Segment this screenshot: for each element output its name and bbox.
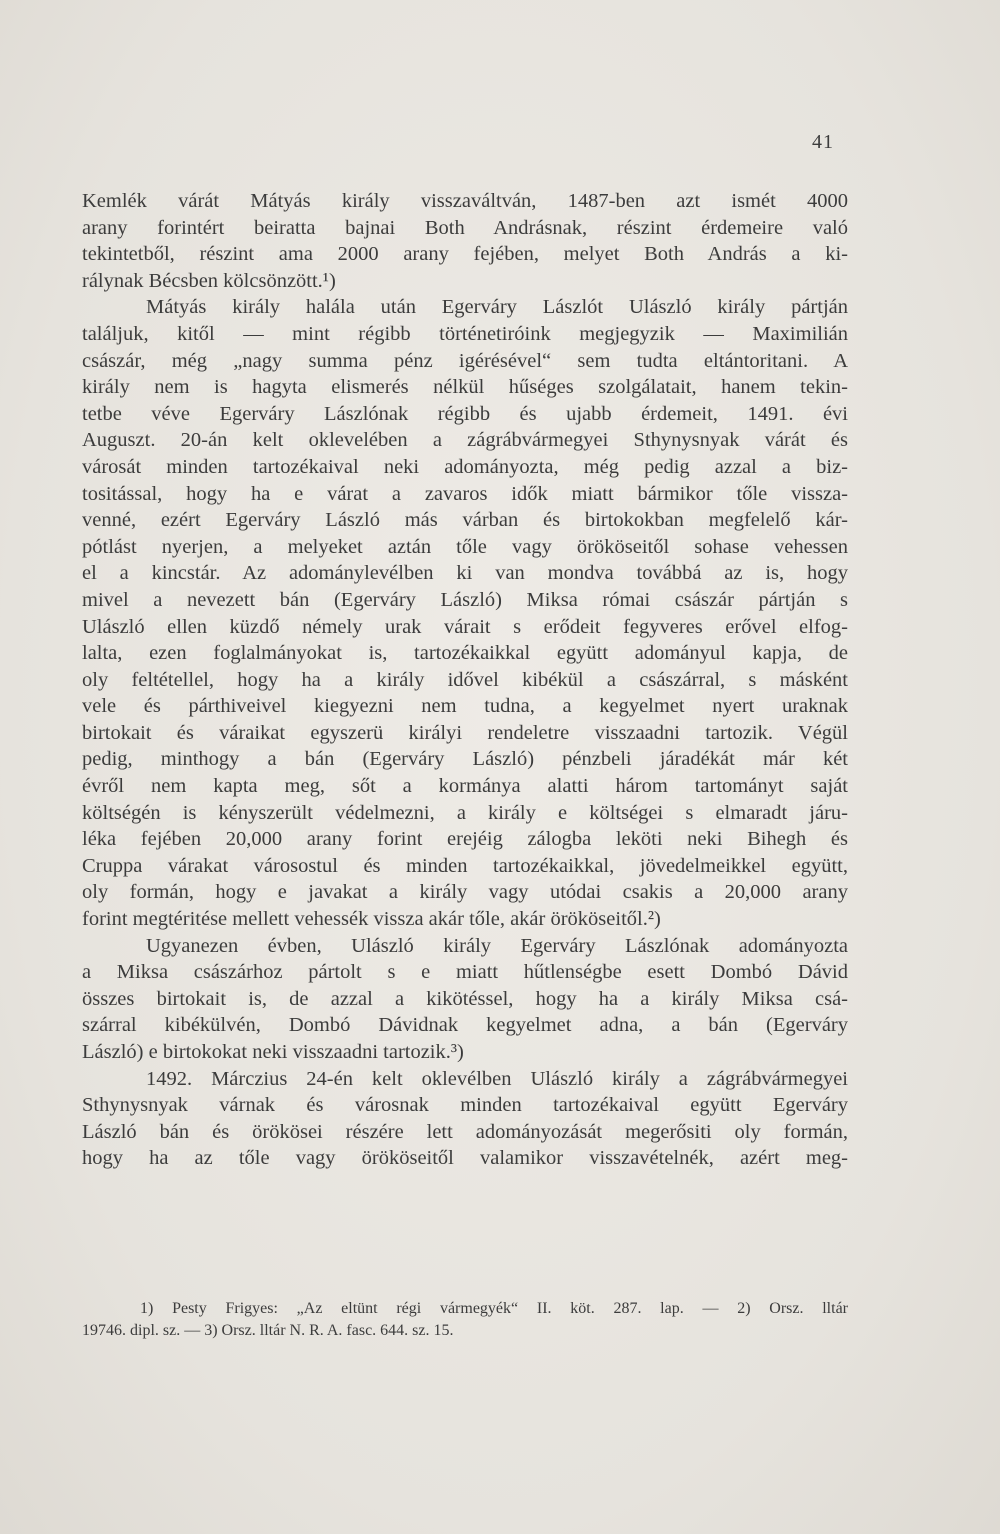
text-line: találjuk, kitől — mint régibb történetiróink megjegyzik — Maximilián: [82, 322, 848, 345]
text-line: király nem is hagyta elismerés nélkül hűséges szolgálatait, hanem tekin-: [82, 376, 848, 399]
text-line: mivel a nevezett bán (Egerváry László) Miksa római császár pártján s: [82, 588, 848, 611]
text-line: szárral kibékülvén, Dombó Dávidnak kegyelmet adna, a bán (Egerváry: [82, 1014, 848, 1037]
text-line: László bán és örökösei részére lett adományozását megerősiti oly formán,: [82, 1120, 848, 1143]
text-line: császár, még „nagy summa pénz igérésével“ sem tudta eltántoritani. A: [82, 349, 848, 372]
text-line: tetbe véve Egerváry Lászlónak régibb és ujabb érdemeit, 1491. évi: [82, 402, 848, 425]
text-line: léka fejében 20,000 arany forint erejéig zálogba leköti neki Bihegh és: [82, 828, 848, 851]
text-line: vele és párthiveivel kiegyezni nem tudna, a kegyelmet nyert uraknak: [82, 695, 848, 718]
body-text: [82, 188, 848, 1172]
text-line: pótlást nyerjen, a melyeket aztán tőle vagy örököseitől sohase vehessen: [82, 535, 848, 558]
text-line: birtokait és váraikat egyszerü királyi rendeletre visszaadni tartozik. Végül: [82, 721, 848, 744]
text-line: évről nem kapta meg, sőt a kormánya alatti három tartományt saját: [82, 775, 848, 798]
text-line: Kemlék várát Mátyás király visszaváltván, 1487-ben azt ismét 4000: [82, 190, 848, 212]
text-line: Cruppa várakat városostul és minden tartozékaikkal, jövedelmeikkel együtt,: [82, 854, 848, 877]
text-line: Sthynysnyak várnak és városnak minden tartozékaival együtt Egerváry: [82, 1094, 848, 1117]
text-line: tekintetből, részint ama 2000 arany fejében, melyet Both András a ki-: [82, 243, 848, 266]
footnote-line: 1) Pesty Frigyes: „Az eltünt régi vármegyék“ II. köt. 287. lap. — 2) Orsz. lltár: [140, 1300, 848, 1317]
text-line: 1492. Márczius 24-én kelt oklevélben Ulászló király a zágrábvármegyei: [146, 1067, 848, 1090]
text-line: oly feltétellel, hogy ha a király idővel kibékül a császárral, s másként: [82, 668, 848, 691]
text-line: pedig, minthogy a bán (Egerváry László) pénzbeli járadékát már két: [82, 748, 848, 771]
text-line: forint megtéritése mellett vehessék vissza akár tőle, akár örököseitől.²): [82, 908, 661, 931]
text-line: Mátyás király halála után Egerváry Lászlót Ulászló király pártján: [146, 296, 848, 319]
text-line: Auguszt. 20-án kelt oklevelében a zágrábvármegyei Sthynysnyak várát és: [82, 429, 848, 452]
footnotes: [82, 1298, 848, 1342]
footnote-line: 19746. dipl. sz. — 3) Orsz. lltár N. R. A. fasc. 644. sz. 15.: [82, 1322, 454, 1339]
text-line: városát minden tartozékaival neki adományozta, még pedig azzal a biz-: [82, 455, 848, 478]
text-line: összes birtokait is, de azzal a kikötéssel, hogy ha a király Miksa csá-: [82, 987, 848, 1010]
page-number: 41: [812, 131, 834, 153]
text-line: oly formán, hogy e javakat a király vagy utódai csakis a 20,000 arany: [82, 881, 848, 904]
text-line: arany forintért beiratta bajnai Both Andrásnak, részint érdemeire való: [82, 216, 848, 239]
text-line: Ulászló ellen küzdő némely urak várait s erődeit fegyveres erővel elfog-: [82, 615, 848, 638]
text-line: Ugyanezen évben, Ulászló király Egerváry Lászlónak adományozta: [146, 934, 848, 957]
text-line: hogy ha az tőle vagy örököseitől valamikor visszavételnék, azért meg-: [82, 1147, 848, 1170]
text-line: László) e birtokokat neki visszaadni tartozik.³): [82, 1041, 464, 1063]
text-line: el a kincstár. Az adománylevélben ki van mondva továbbá az is, hogy: [82, 562, 848, 585]
text-line: a Miksa császárhoz pártolt s e miatt hűtlenségbe esett Dombó Dávid: [82, 961, 848, 984]
text-line: rálynak Bécsben kölcsönzött.¹): [82, 269, 336, 292]
text-line: költségén is kényszerült védelmezni, a király e költségei s elmaradt járu-: [82, 801, 848, 824]
text-line: venné, ezért Egerváry László más várban és birtokokban megfelelő kár-: [82, 509, 848, 532]
text-line: lalta, ezen foglalmányokat is, tartozékaikkal együtt adományul kapja, de: [82, 642, 848, 665]
text-line: tositással, hogy ha e várat a zavaros idők miatt bármikor tőle vissza-: [82, 482, 848, 505]
